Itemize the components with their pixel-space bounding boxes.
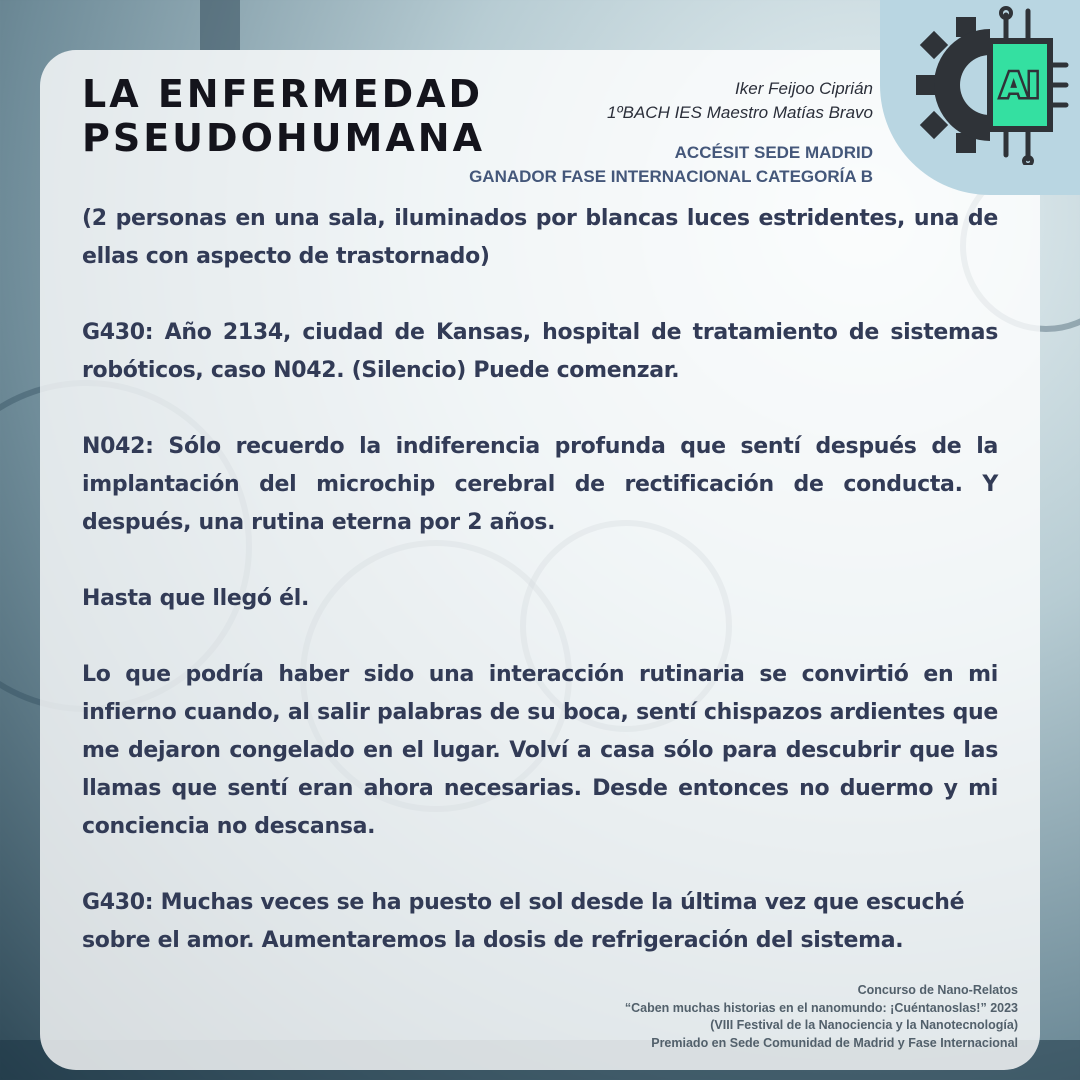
author-name: Iker Feijoo Ciprián: [735, 79, 873, 98]
story-paragraph: G430: Año 2134, ciudad de Kansas, hospital de tratamiento de sistemas robóticos, caso N042. (Silencio) Puede comenzar.: [82, 320, 998, 383]
footer-line-1: Concurso de Nano-Relatos: [857, 983, 1018, 997]
footer-line-2: “Caben muchas historias en el nanomundo: ¡Cuéntanoslas!” 2023: [624, 1000, 1018, 1015]
story-paragraph: Hasta que llegó él.: [82, 586, 310, 611]
background-frame-bar: [200, 0, 240, 50]
award-line-2: GANADOR FASE INTERNACIONAL CATEGORÍA B: [469, 167, 873, 186]
award-line-1: ACCÉSIT SEDE MADRID: [674, 143, 873, 162]
ai-chip-gear-icon: [910, 5, 1070, 165]
story-paragraph: G430: Muchas veces se ha puesto el sol desde la última vez que escuché sobre el amor. Aumentaremos la dosis de refrigeración del sistema.: [82, 890, 965, 953]
story-paragraph: N042: Sólo recuerdo la indiferencia profunda que sentí después de la implantación del microchip cerebral de rectificación de conducta. Y después, una rutina eterna por 2 años.: [82, 434, 998, 535]
contest-footer: [625, 982, 1018, 1052]
ai-badge-label: AI: [1000, 66, 1040, 106]
title-line-1: LA ENFERMEDAD: [82, 72, 484, 116]
story-paragraph: (2 personas en una sala, iluminados por blancas luces estridentes, una de ellas con aspecto de trastornado): [82, 206, 998, 269]
story-paragraph: Lo que podría haber sido una interacción rutinaria se convirtió en mi infierno cuando, al salir palabras de su boca, sentí chispazos ardientes que me dejaron congelado en el lugar. Volví a casa sólo para descubrir que las llamas que sentí eran ahora necesarias. Desde entonces no duermo y mi conciencia no descansa.: [82, 662, 998, 839]
award-info: [469, 141, 873, 189]
title-line-2: PSEUDOHUMANA: [82, 116, 485, 160]
story-body: [82, 200, 998, 998]
story-title: [82, 72, 485, 160]
author-school: 1ºBACH IES Maestro Matías Bravo: [606, 103, 873, 122]
footer-line-3: (VIII Festival de la Nanociencia y la Nanotecnología): [710, 1018, 1018, 1032]
author-info: [607, 77, 873, 125]
footer-line-4: Premiado en Sede Comunidad de Madrid y Fase Internacional: [651, 1035, 1018, 1050]
